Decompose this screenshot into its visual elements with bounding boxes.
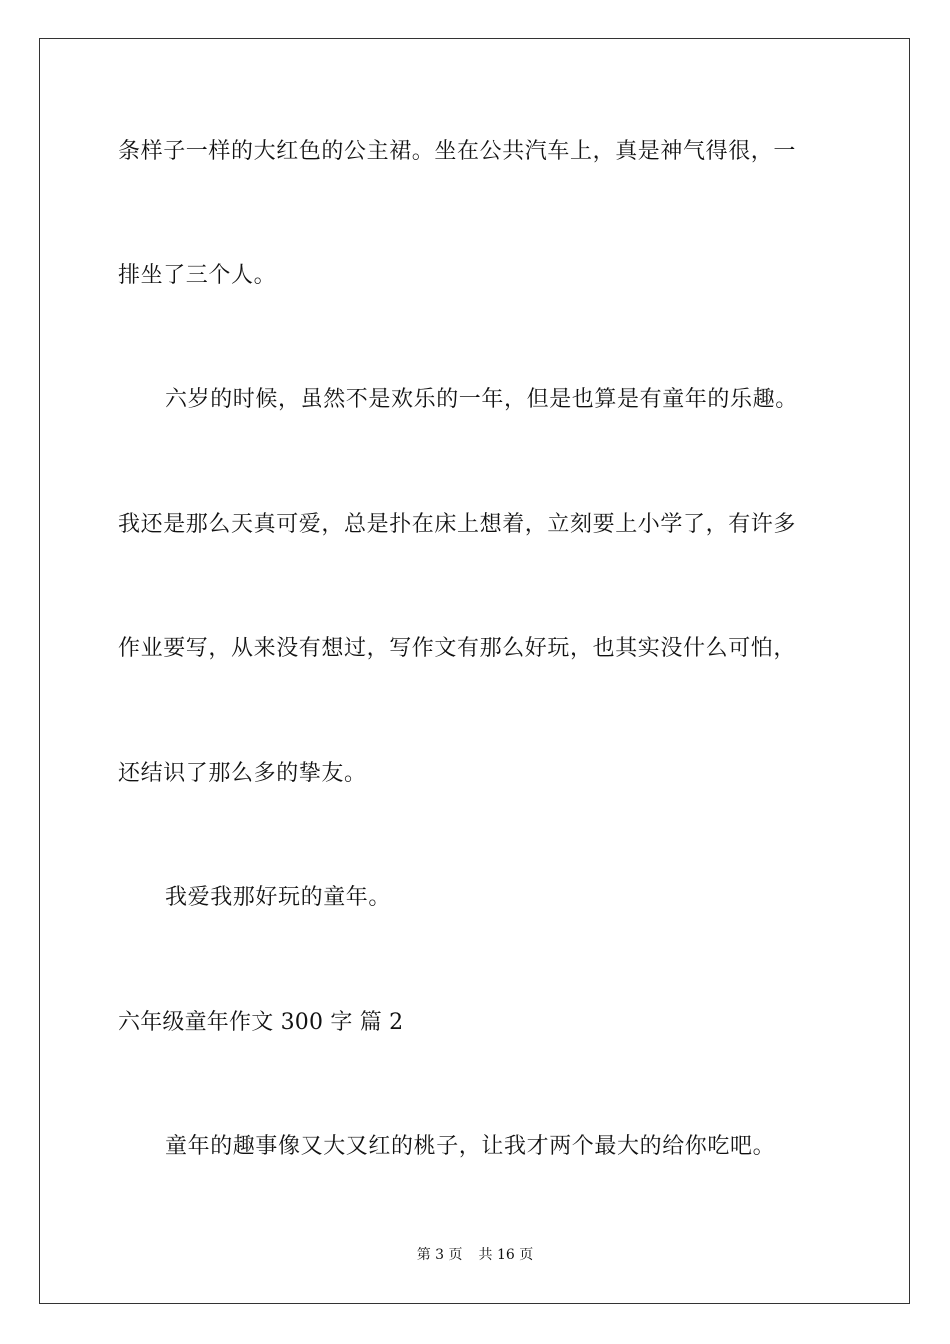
paragraph-line: 条样子一样的大红色的公主裙。坐在公共汽车上，真是神气得很，一: [118, 139, 797, 164]
paragraph-line: 作业要写，从来没有想过，写作文有那么好玩，也其实没什么可怕，: [118, 636, 797, 661]
page-border: [39, 38, 910, 1304]
paragraph-line: 还结识了那么多的挚友。: [118, 761, 367, 786]
section-heading: 六年级童年作文 300 字 篇 2: [118, 1010, 404, 1035]
paragraph-line: 我还是那么天真可爱，总是扑在床上想着，立刻要上小学了，有许多: [118, 512, 797, 537]
paragraph-line: 童年的趣事像又大又红的桃子，让我才两个最大的给你吃吧。: [165, 1134, 776, 1159]
page-total: 共 16 页: [478, 1247, 534, 1263]
page-number: 第 3 页: [416, 1247, 463, 1263]
paragraph-line: 我爱我那好玩的童年。: [165, 885, 392, 910]
paragraph-line: 六岁的时候，虽然不是欢乐的一年，但是也算是有童年的乐趣。: [165, 387, 798, 412]
page-footer: [0, 1245, 950, 1265]
paragraph-line: 排坐了三个人。: [118, 263, 277, 288]
